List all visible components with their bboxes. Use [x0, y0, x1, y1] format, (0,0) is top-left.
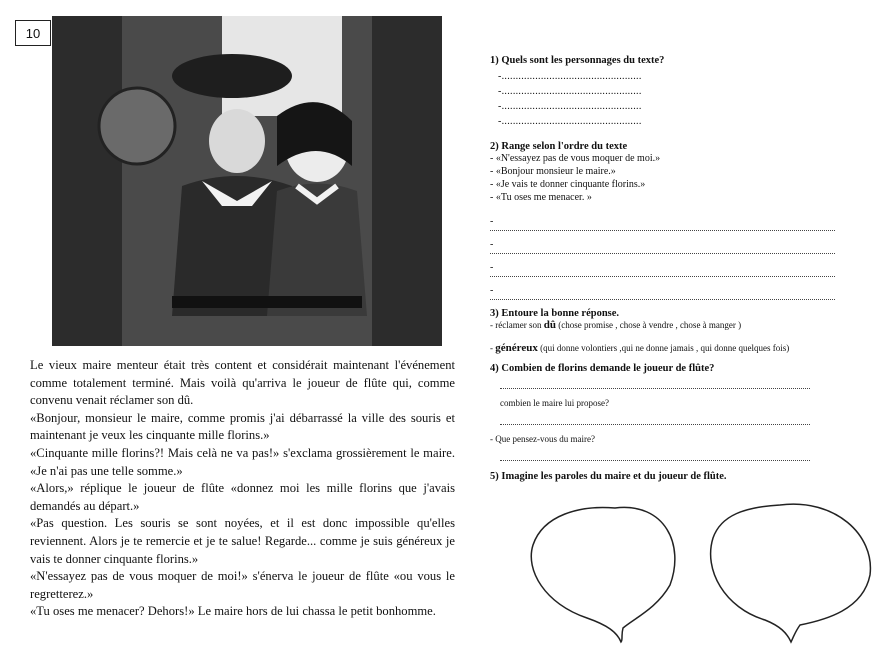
story-paragraph: «Bonjour, monsieur le maire, comme promis j'ai débarrassé la ville des souris et maintenant je veux les cinquante mille florins.»	[30, 410, 455, 443]
q1-answer-line[interactable]: -..................................................	[498, 71, 642, 82]
q4-answer-line[interactable]	[500, 374, 810, 389]
q1-answer-line[interactable]: -..................................................	[498, 116, 642, 127]
q3-item-du	[490, 319, 835, 332]
q2-title: 2) Range selon l'ordre du texte	[490, 141, 628, 152]
q2-answer-line[interactable]: -	[490, 239, 835, 254]
q5-title: 5) Imagine les paroles du maire et du joueur de flûte.	[490, 471, 727, 482]
page-number: 10	[15, 20, 51, 46]
story-text	[30, 357, 455, 621]
q1-answer-line[interactable]: -..................................................	[498, 86, 642, 97]
q4-title: 4) Combien de florins demande le joueur de flûte?	[490, 363, 715, 374]
exercise-panel	[490, 55, 835, 482]
q3-item2-prefix: -	[490, 343, 496, 353]
q3-item1-prefix: - réclamer son	[490, 320, 544, 330]
q2-quote: - «Bonjour monsieur le maire.»	[490, 166, 616, 177]
q2-answer-line[interactable]: -	[490, 216, 835, 231]
speech-bubble-left	[531, 507, 675, 642]
story-paragraph: «Pas question. Les souris se sont noyées, et il est donc impossible qu'elles reviennent. Alors je te remercie et je te salue! Regarde... comme je suis généreux je vais te donner cinquante florins.»	[30, 516, 455, 566]
q4-sub1-answer-line[interactable]	[500, 410, 810, 425]
q3-item-genereux	[490, 342, 835, 355]
q3-item1-options: (chose promise , chose à vendre , chose à manger )	[555, 320, 742, 330]
speech-bubbles	[525, 500, 885, 645]
q2-answer-line[interactable]: -	[490, 285, 835, 300]
q2-quote: - «N'essayez pas de vous moquer de moi.»	[490, 153, 661, 164]
story-paragraph: «Alors,» réplique le joueur de flûte «donnez moi les mille florins que j'avais demandés au départ.»	[30, 481, 455, 513]
q1-answer-line[interactable]: -..................................................	[498, 101, 642, 112]
q2-answer-line[interactable]: -	[490, 262, 835, 277]
story-paragraph: «Cinquante mille florins?! Mais celà ne va pas!» s'exclama grossièrement le maire. «Je n'ai pas une telle somme.»	[30, 445, 455, 478]
story-paragraph: «Tu oses me menacer? Dehors!» Le maire hors de lui chassa le petit bonhomme.	[30, 604, 436, 619]
q3-item2-word: généreux	[495, 342, 538, 354]
q3-title: 3) Entoure la bonne réponse.	[490, 308, 620, 319]
story-paragraph: Le vieux maire menteur était très content et considérait maintenant l'événement comme totalement terminé. Mais voilà qu'arriva le joueur de flûte qui, comme convenu venait réclamer son dû.	[30, 358, 455, 408]
q4-sub2-answer-line[interactable]	[500, 446, 810, 461]
q4-sub1: combien le maire lui propose?	[500, 398, 609, 408]
q2-quote: - «Tu oses me menacer. »	[490, 192, 592, 203]
q3-item1-word: dû	[543, 319, 556, 331]
speech-bubble-right	[711, 504, 871, 642]
q4-sub2: - Que pensez-vous du maire?	[490, 434, 595, 444]
story-illustration	[52, 16, 442, 346]
q2-quote: - «Je vais te donner cinquante florins.»	[490, 179, 646, 190]
story-paragraph: «N'essayez pas de vous moquer de moi!» s'énerva le joueur de flûte «ou vous le regretterez.»	[30, 569, 455, 601]
q1-title: 1) Quels sont les personnages du texte?	[490, 55, 665, 66]
q3-item2-options: (qui donne volontiers ,qui ne donne jamais , qui donne quelques fois)	[537, 343, 790, 353]
